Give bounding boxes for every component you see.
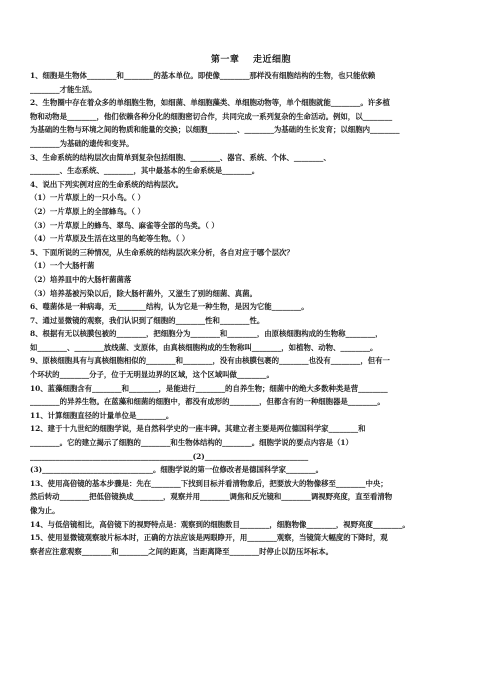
text-line: 像为止。 [30,506,60,515]
text-line: 7、通过显微镜的观察，我们认识到了细胞的________性和________性。 [30,315,265,325]
text-line: 然后转动________把低倍镜换成________，观察并用________调焦和反光镜和________调视野亮度，直至看清物 [30,492,393,502]
text-line: ________的异养生物。在蓝藻和细菌的细胞中，都没有成形的________，但都含有的一种细胞器是________。 [30,397,385,407]
text-line: 12、建于十九世纪的细胞学说，是自然科学史的一座丰碑。其建立者主要是两位德国科学家________和 [30,424,366,434]
text-line: ________才能生活。 [30,84,97,94]
text-line: 为基础的生物与环境之间的物质和能量的交换；以细胞________、________为基础的生长发育；以细胞内________ [30,125,400,135]
text-line: 察者应注意观察________和________之间的距离，当距离降至________时停止以防压坏标本。 [30,546,334,556]
chapter-title: 第一章 走近细胞 [210,55,292,65]
text-line: 10、蓝藻细胞含有________和________，是能进行________的自养生物；细菌中的绝大多数种类是营________ [30,383,388,393]
text-line: （2）培养皿中的大肠杆菌菌落 [30,274,132,284]
text-line: 1、细胞是生物体________和________的基本单位。即使像________那样没有细胞结构的生物，也只能依赖 [30,71,376,80]
text-line: （3）一片草原上的蜂鸟、翠鸟、麻雀等全部的鸟类。（ ） [30,220,219,230]
text-line: 个环状的________分子，位于无明显边界的区域，这个区域叫做________。 [30,370,274,380]
text-line: 11、计算细胞直径的计量单位是________。 [30,410,174,420]
text-line: (3)______________________________。细胞学说的第一位修改者是德国科学家________。 [30,465,323,475]
text-line: 14、与低倍镜相比，高倍镜下的视野特点是：观察到的细胞数目________，细胞物像________，视野亮度________。 [30,519,410,529]
text-line: 物和动物是________，他们依赖各种分化的细胞密切合作，共同完成一系列复杂的生命活动。例如，以________ [30,111,393,121]
text-line: 5、下面所说的三种情况，从生命系统的结构层次来分析，各自对应于哪个层次？ [30,247,294,257]
text-line: 2、生物圈中存在着众多的单细胞生物，如细菌、单细胞藻类、单细胞动物等，单个细胞就能________。许多植 [30,98,390,108]
text-line: （4）一片草原及生活在这里的鸟蛇等生物。（ ） [30,234,190,244]
text-line: 3、生命系统的结构层次由简单到复杂包括细胞、________、器官、系统、个体、________、 [30,152,331,162]
text-line: 13、使用高倍镜的基本步骤是：先在________下找到目标并看清物象后，把要放大的物像移至________中央； [30,478,388,488]
question-list [30,69,472,558]
text-line: ________、生态系统、________，其中最基本的生命系统是________。 [30,166,260,176]
text-line: ________。它的建立揭示了细胞的________和生物体结构的________。细胞学说的要点内容是（1） [30,438,353,448]
text-line: （1）一片草原上的一只小鸟。（ ） [30,193,145,203]
text-line: （3）培养基被污染以后，除大肠杆菌外，又滋生了别的细菌、真菌。 [30,288,257,298]
text-line: 4、说出下列实例对应的生命系统的结构层次。 [30,179,183,189]
text-line: （2）一片草原上的全部蜂鸟。（ ） [30,206,145,216]
text-line: 9、原核细胞具有与真核细胞相似的________和________，没有由核膜包裹的________也没有________，但有一 [30,356,390,366]
text-line: 如________、________放线菌、支原体，由真核细胞构成的生物称叫________，如植物、动物、________。 [30,342,378,352]
text-line: ________为基础的遗传和变异。 [30,138,134,148]
text-line: 15、使用显微镜观察玻片标本时，正确的方法应该是两眼睁开，用________观察，当镜筒大幅度的下降时，观 [30,533,388,543]
text-line: 8、根据有无以核膜包被的________，把细胞分为________和________，由原核细胞构成的生物称________， [30,329,383,339]
text-line: 6、噬菌体是一种病毒，无________结构，认为它是一种生物，是因为它能________。 [30,302,309,312]
text-line: ____________________________________________(2)____________________________ [30,451,309,461]
text-line: （1）一个大肠杆菌 [30,261,95,271]
